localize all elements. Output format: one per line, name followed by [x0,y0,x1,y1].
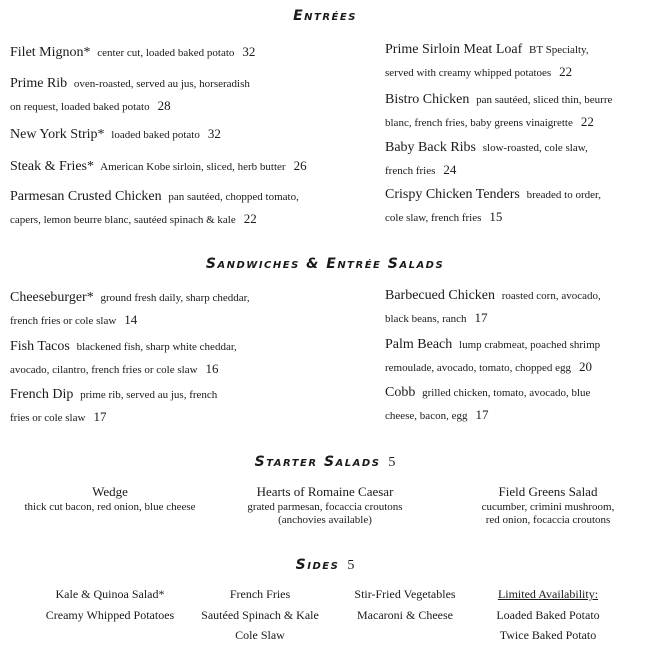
side-item: French Fries [229,587,291,601]
side-item: Macaroni & Cheese [357,608,453,622]
side-item: Loaded Baked Potato [496,608,600,622]
section-title-starter-salads: Starter Salads 5 [254,454,396,470]
menu-item: Filet Mignon* center cut, loaded baked potato 32 [10,44,256,60]
side-item: Sautéed Spinach & Kale [201,608,319,622]
menu-item: Steak & Fries* American Kobe sirloin, sliced, herb butter 26 [10,158,307,174]
menu-item: Prime Sirloin Meat Loaf BT Specialty, served with creamy whipped potatoes 22 [385,42,589,79]
side-item: Creamy Whipped Potatoes [45,608,175,622]
menu-item: Cobb grilled chicken, tomato, avocado, blue cheese, bacon, egg 17 [385,385,591,422]
menu-item: Prime Rib oven-roasted, served au jus, horseradish on request, loaded baked potato 28 [10,76,250,113]
side-item: Cole Slaw [235,628,285,642]
side-item: Kale & Quinoa Salad* [55,587,165,601]
section-title-sandwiches: Sandwiches & Entrée Salads [205,256,445,272]
salad-item: Wedge thick cut bacon, red onion, blue cheese [24,484,196,513]
side-item: Stir-Fried Vegetables [354,587,456,601]
salad-item: Field Greens Salad cucumber, crimini mushroom, red onion, focaccia croutons [481,484,615,526]
menu-item: Crispy Chicken Tenders breaded to order, cole slaw, french fries 15 [385,187,601,224]
menu-item: Bistro Chicken pan sautéed, sliced thin, beurre blanc, french fries, baby greens vinaigrette 22 [385,92,613,129]
menu-item: Palm Beach lump crabmeat, poached shrimp remoulade, avocado, tomato, chopped egg 20 [385,337,601,374]
menu-item: Barbecued Chicken roasted corn, avocado, black beans, ranch 17 [385,288,601,325]
section-title-entrees: Entrées [293,8,357,24]
section-title-sides: Sides 5 [295,557,355,573]
menu-item: French Dip prime rib, served au jus, french fries or cole slaw 17 [10,387,218,424]
menu-item: Baby Back Ribs slow-roasted, cole slaw, french fries 24 [385,140,588,177]
salad-item: Hearts of Romaine Caesar grated parmesan, focaccia croutons (anchovies available) [247,484,403,526]
side-item: Twice Baked Potato [499,628,597,642]
limited-availability-header: Limited Availability: [497,587,599,601]
menu-item: Parmesan Crusted Chicken pan sautéed, chopped tomato, capers, lemon beurre blanc, sautéed spinach & kale 22 [10,189,299,226]
menu-item: New York Strip* loaded baked potato 32 [10,126,221,142]
menu-item: Fish Tacos blackened fish, sharp white cheddar, avocado, cilantro, french fries or cole slaw 16 [10,339,237,376]
menu-item: Cheeseburger* ground fresh daily, sharp cheddar, french fries or cole slaw 14 [10,290,250,327]
